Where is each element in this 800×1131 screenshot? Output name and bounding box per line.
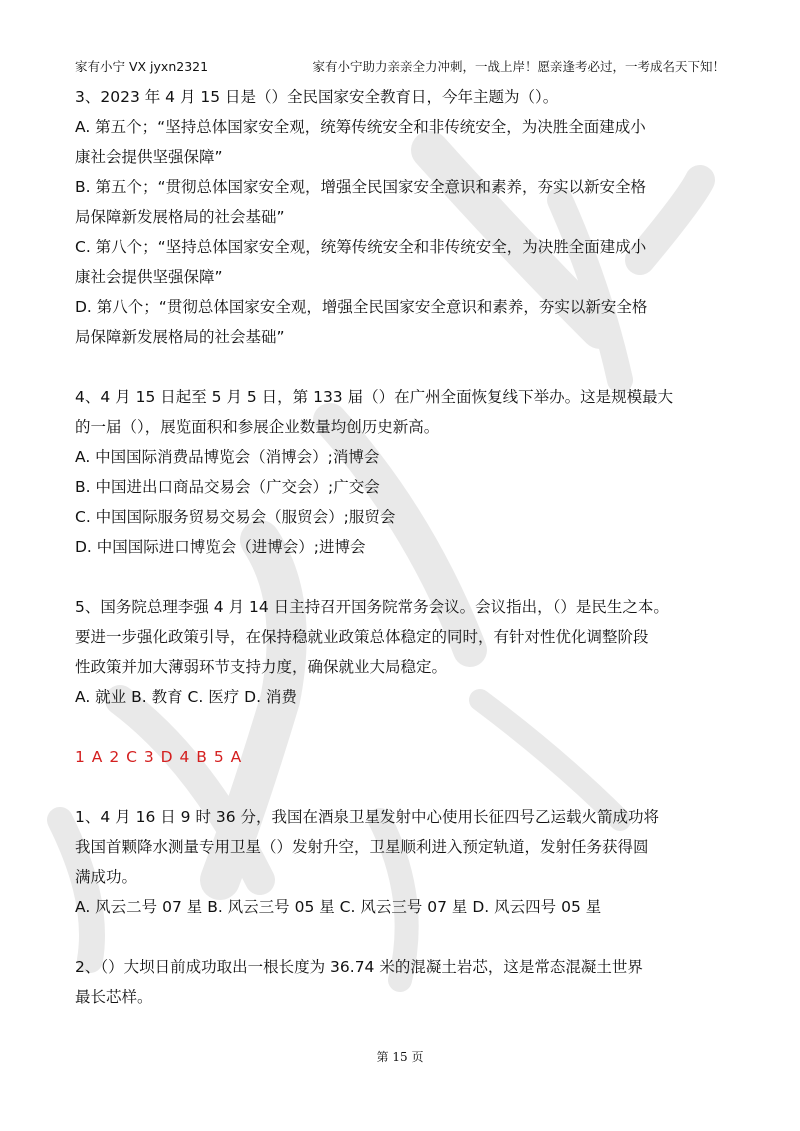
question-line: B. 第五个；“贯彻总体国家安全观，增强全民国家安全意识和素养，夯实以新安全格	[75, 178, 647, 196]
question-line: A. 风云二号 07 星 B. 风云三号 05 星 C. 风云三号 07 星 D. 风云四号 05 星	[75, 898, 602, 916]
question-line: 要进一步强化政策引导，在保持稳就业政策总体稳定的同时，有针对性优化调整阶段	[75, 628, 649, 646]
question-4	[75, 382, 725, 562]
question-5	[75, 592, 725, 712]
question-b2	[75, 952, 725, 1012]
question-line: 5、国务院总理李强 4 月 14 日主持召开国务院常务会议。会议指出，（）是民生之本。	[75, 598, 669, 616]
question-line: 局保障新发展格局的社会基础”	[75, 208, 285, 226]
question-line: A. 第五个；“坚持总体国家安全观，统筹传统安全和非传统安全，为决胜全面建成小	[75, 118, 646, 136]
page-number: 第 15 页	[376, 1050, 424, 1064]
question-line: A. 中国国际消费品博览会（消博会）;消博会	[75, 448, 380, 466]
question-line: D. 第八个；“贯彻总体国家安全观，增强全民国家安全意识和素养，夯实以新安全格	[75, 298, 648, 316]
question-line: 最长芯样。	[75, 988, 153, 1006]
question-3	[75, 82, 725, 352]
question-line: 的一届（），展览面积和参展企业数量均创历史新高。	[75, 418, 440, 436]
question-line: 康社会提供坚强保障”	[75, 148, 223, 166]
question-line: C. 第八个；“坚持总体国家安全观，统筹传统安全和非传统安全，为决胜全面建成小	[75, 238, 647, 256]
header-right-text: 家有小宁助力亲亲全力冲刺，一战上岸！愿亲逢考必过，一考成名天下知！	[312, 59, 725, 74]
question-line: 2、（）大坝日前成功取出一根长度为 36.74 米的混凝土岩芯，这是常态混凝土世界	[75, 958, 643, 976]
question-line: 满成功。	[75, 868, 138, 886]
question-line: B. 中国进出口商品交易会（广交会）;广交会	[75, 478, 380, 496]
question-line: 局保障新发展格局的社会基础”	[75, 328, 285, 346]
question-line: A. 就业 B. 教育 C. 医疗 D. 消费	[75, 688, 297, 706]
header-left-text: 家有小宁 VX jyxn2321	[75, 59, 209, 74]
question-line: C. 中国国际服务贸易交易会（服贸会）;服贸会	[75, 508, 396, 526]
question-b1	[75, 802, 725, 922]
page-header	[75, 57, 725, 77]
answer-key: 1 A 2 C 3 D 4 B 5 A	[75, 748, 243, 766]
question-line: 4、4 月 15 日起至 5 月 5 日，第 133 届（）在广州全面恢复线下举办。这是规模最大	[75, 388, 674, 406]
question-line: 性政策并加大薄弱环节支持力度，确保就业大局稳定。	[75, 658, 448, 676]
question-line: 1、4 月 16 日 9 时 36 分，我国在酒泉卫星发射中心使用长征四号乙运载火箭成功将	[75, 808, 660, 826]
question-line: 我国首颗降水测量专用卫星（）发射升空，卫星顺利进入预定轨道，发射任务获得圆	[75, 838, 649, 856]
page-content	[75, 82, 725, 1012]
question-line: 康社会提供坚强保障”	[75, 268, 223, 286]
question-line: 3、2023 年 4 月 15 日是（）全民国家安全教育日，今年主题为（）。	[75, 88, 559, 106]
question-line: D. 中国国际进口博览会（进博会）;进博会	[75, 538, 366, 556]
